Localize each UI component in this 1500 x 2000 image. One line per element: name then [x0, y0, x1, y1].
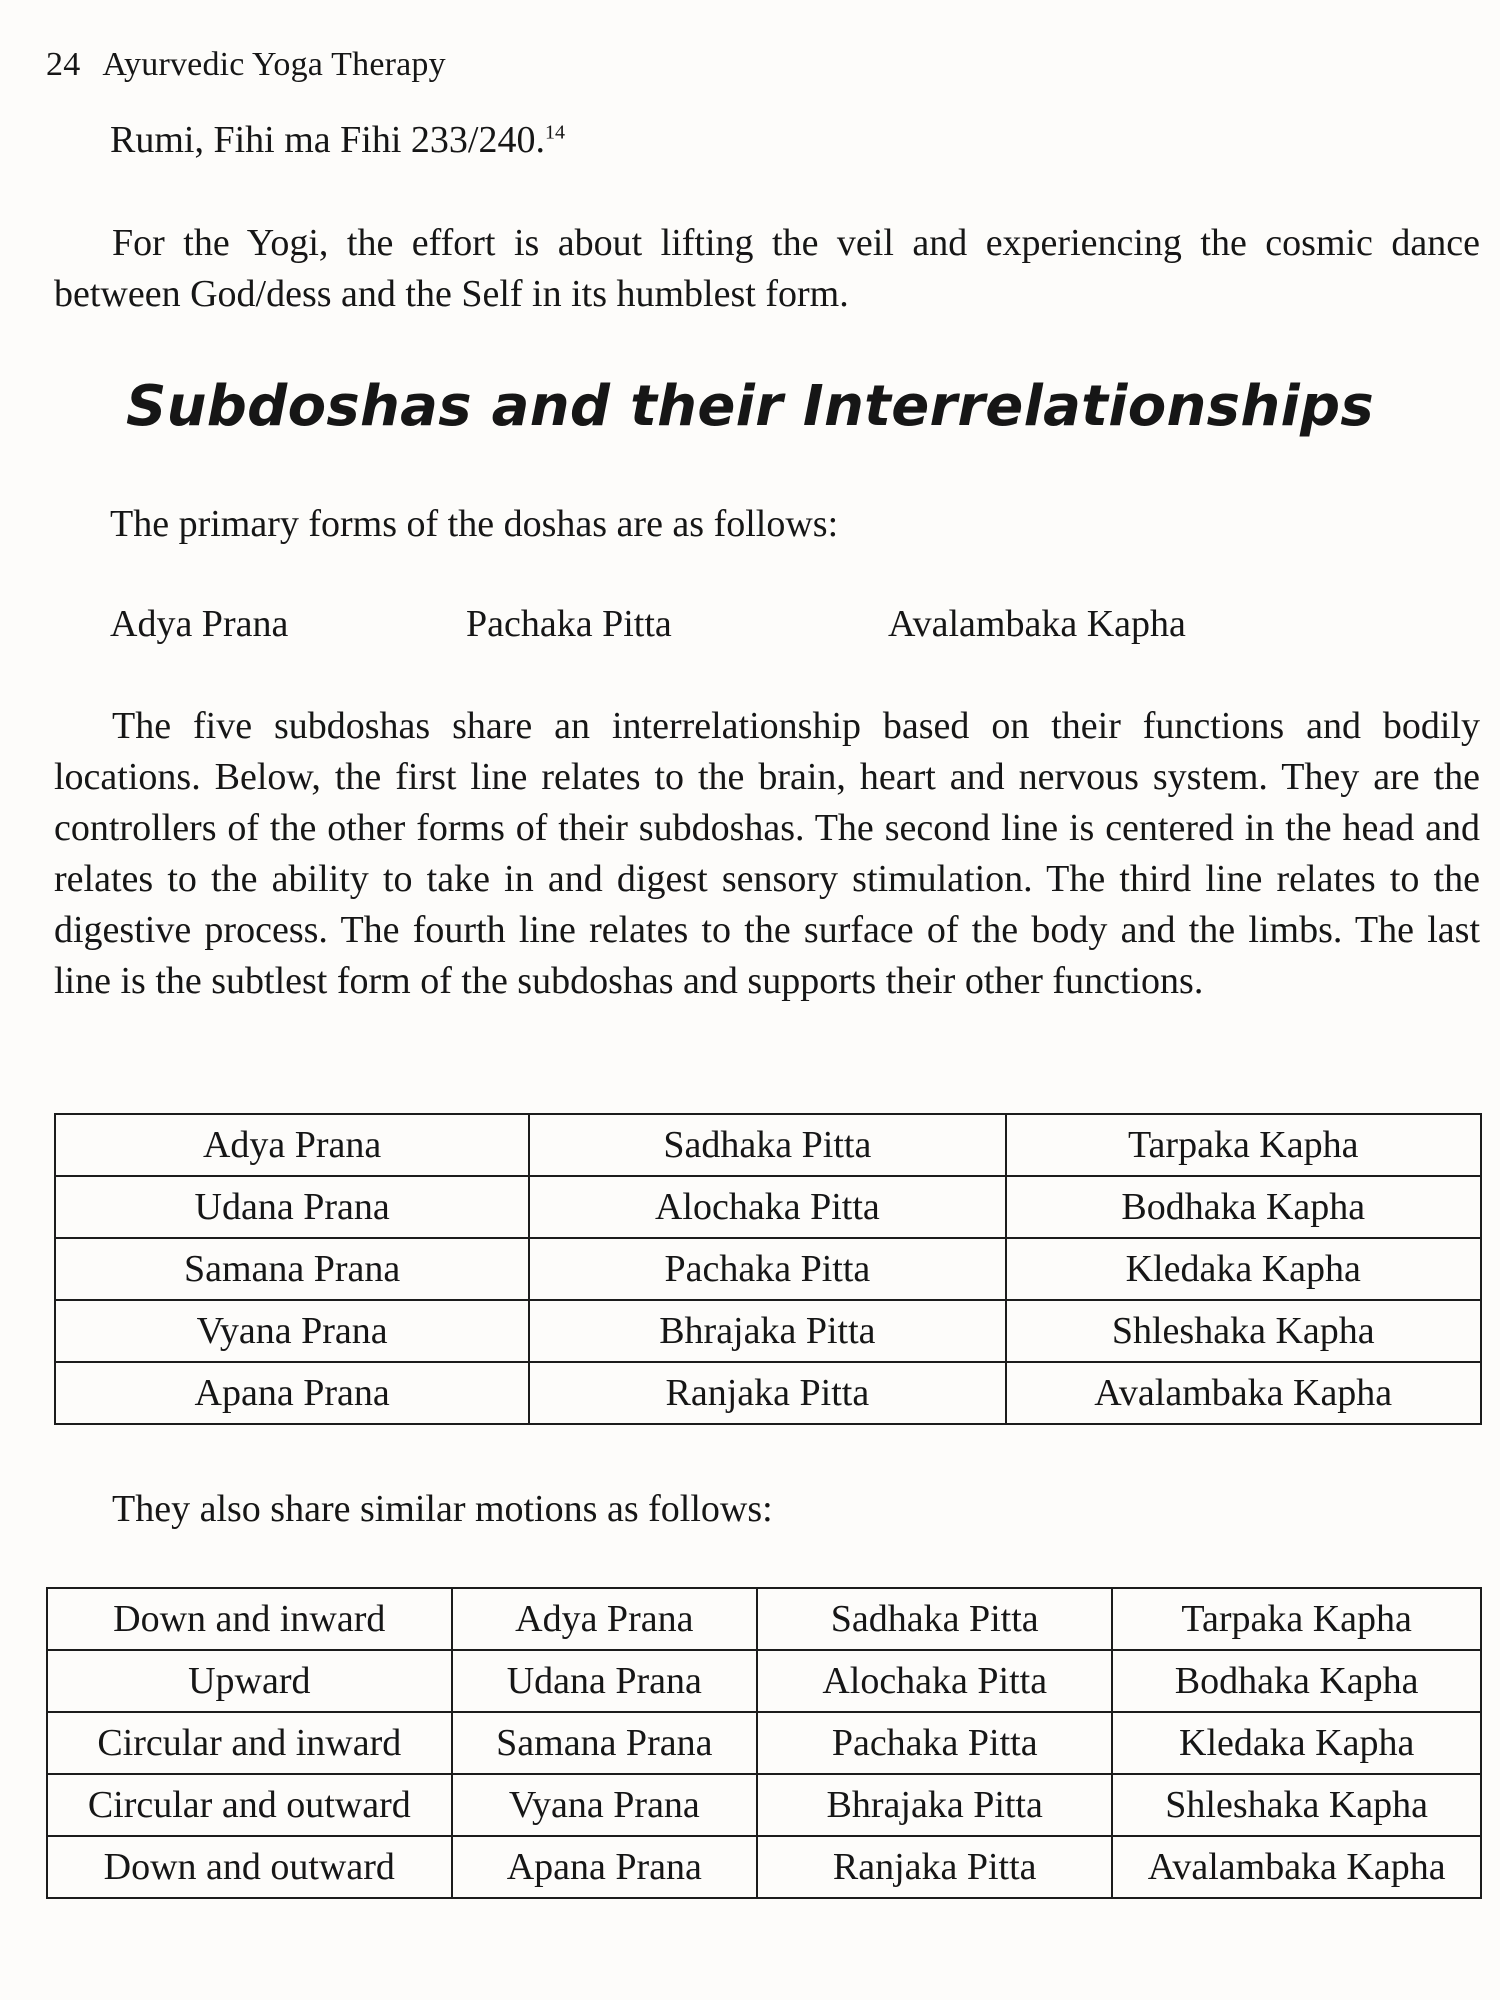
table-row — [55, 1300, 1481, 1362]
quote-attribution — [110, 118, 565, 162]
table-cell: Adya Prana — [452, 1588, 758, 1650]
intro-paragraph: For the Yogi, the effort is about lifting the veil and experiencing the cosmic dance between God/dess and the Self in its humblest form. — [54, 222, 1480, 315]
table-row — [55, 1362, 1481, 1424]
table-cell: Circular and outward — [47, 1774, 452, 1836]
table-cell: Kledaka Kapha — [1006, 1238, 1482, 1300]
table-cell: Pachaka Pitta — [529, 1238, 1005, 1300]
primary-forms-paragraph: The primary forms of the doshas are as follows: — [110, 503, 839, 545]
table-cell: Circular and inward — [47, 1712, 452, 1774]
running-header — [46, 46, 446, 84]
table-cell: Vyana Prana — [55, 1300, 529, 1362]
page-number: 24 — [46, 46, 81, 83]
section-heading: Subdoshas and their Interrelationships — [126, 374, 1374, 439]
primary-dosha-item: Avalambaka Kapha — [888, 603, 1186, 645]
table-cell: Ranjaka Pitta — [757, 1836, 1112, 1898]
primary-dosha-item: Adya Prana — [110, 603, 289, 645]
table-cell: Shleshaka Kapha — [1006, 1300, 1482, 1362]
book-title: Ayurvedic Yoga Therapy — [102, 46, 446, 83]
table-row — [55, 1238, 1481, 1300]
table-cell: Alochaka Pitta — [529, 1176, 1005, 1238]
table-cell: Kledaka Kapha — [1112, 1712, 1481, 1774]
table-cell: Bhrajaka Pitta — [529, 1300, 1005, 1362]
table-cell: Vyana Prana — [452, 1774, 758, 1836]
subdosha-table — [54, 1113, 1482, 1425]
table-row — [47, 1774, 1481, 1836]
table-cell: Pachaka Pitta — [757, 1712, 1112, 1774]
table-row — [55, 1114, 1481, 1176]
table-cell: Avalambaka Kapha — [1006, 1362, 1482, 1424]
table-cell: Samana Prana — [452, 1712, 758, 1774]
table-cell: Bodhaka Kapha — [1112, 1650, 1481, 1712]
table-cell: Bodhaka Kapha — [1006, 1176, 1482, 1238]
table-cell: Samana Prana — [55, 1238, 529, 1300]
primary-dosha-item: Pachaka Pitta — [466, 603, 672, 645]
quote-attribution-text: Rumi, Fihi ma Fihi 233/240. — [110, 119, 545, 161]
table-cell: Down and outward — [47, 1836, 452, 1898]
table-row — [55, 1176, 1481, 1238]
table-cell: Udana Prana — [55, 1176, 529, 1238]
table-cell: Bhrajaka Pitta — [757, 1774, 1112, 1836]
table-cell: Ranjaka Pitta — [529, 1362, 1005, 1424]
table-cell: Adya Prana — [55, 1114, 529, 1176]
table-cell: Alochaka Pitta — [757, 1650, 1112, 1712]
table-cell: Tarpaka Kapha — [1006, 1114, 1482, 1176]
interrelationship-paragraph: The five subdoshas share an interrelationship based on their functions and bodily locations. Below, the first line relates to the brain, heart and nervous system. They are the controllers of the other forms of their subdoshas. The second line is centered in the head and relates to the ability to take in and digest sensory stimulation. The third line relates to the digestive process. The fourth line relates to the surface of the body and the limbs. The last line is the subtlest form of the subdoshas and supports their other functions. — [54, 705, 1480, 1002]
table-cell: Avalambaka Kapha — [1112, 1836, 1481, 1898]
table-cell: Udana Prana — [452, 1650, 758, 1712]
table-cell: Apana Prana — [452, 1836, 758, 1898]
table-cell: Sadhaka Pitta — [757, 1588, 1112, 1650]
motions-table — [46, 1587, 1482, 1899]
table-row — [47, 1836, 1481, 1898]
table-cell: Down and inward — [47, 1588, 452, 1650]
table-row — [47, 1588, 1481, 1650]
table-cell: Apana Prana — [55, 1362, 529, 1424]
footnote-marker: 14 — [544, 121, 565, 144]
table-cell: Sadhaka Pitta — [529, 1114, 1005, 1176]
table-cell: Shleshaka Kapha — [1112, 1774, 1481, 1836]
motions-paragraph: They also share similar motions as follows: — [112, 1488, 773, 1530]
table-cell: Tarpaka Kapha — [1112, 1588, 1481, 1650]
table-row — [47, 1712, 1481, 1774]
table-cell: Upward — [47, 1650, 452, 1712]
table-row — [47, 1650, 1481, 1712]
